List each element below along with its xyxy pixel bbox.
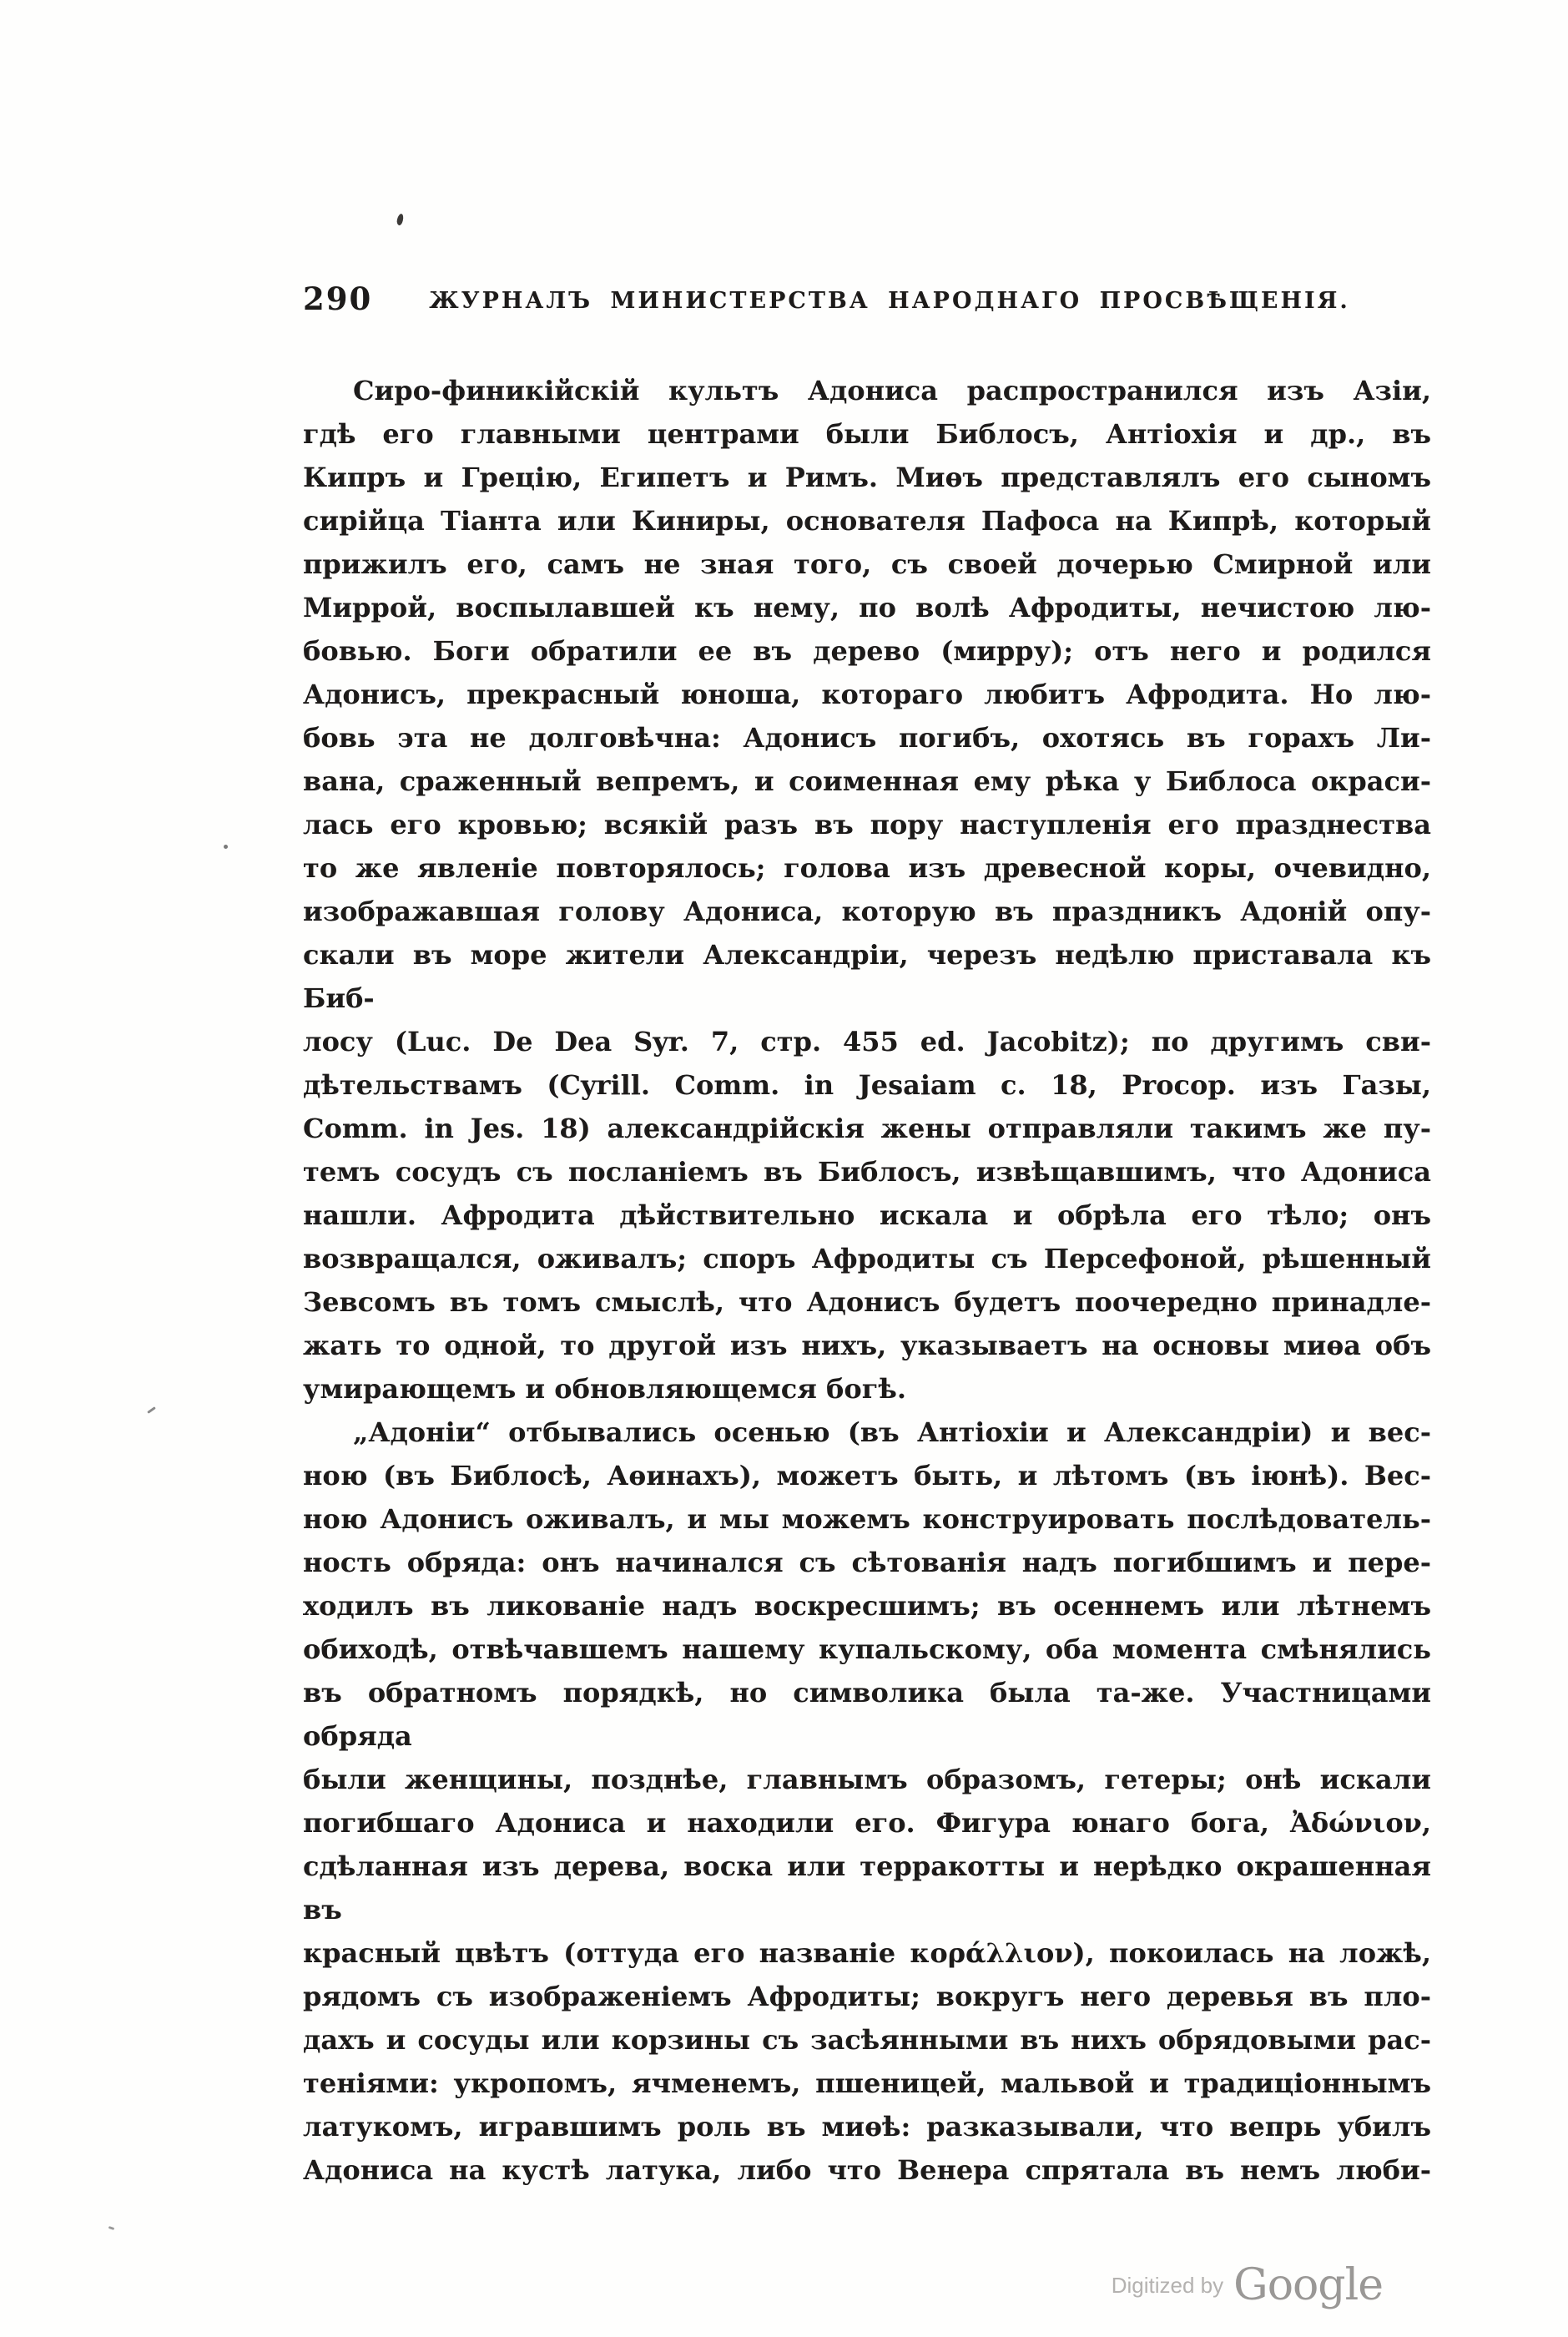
- text-line: ность обряда: онъ начинался съ сѣтованія надъ погибшимъ и пере-: [303, 1547, 1431, 1578]
- page-content: [303, 280, 1431, 2192]
- text-line: гдѣ его главными центрами были Библосъ, Антіохія и др., въ: [303, 418, 1431, 450]
- text-line: то же явленіе повторялось; голова изъ древесной коры, очевидно,: [303, 852, 1431, 884]
- journal-title: ЖУРНАЛЪ МИНИСТЕРСТВА НАРОДНАГО ПРОСВѢЩЕНІЯ.: [429, 288, 1350, 314]
- text-line: дѣтельствамъ (Cyrill. Comm. in Jesaiam c. 18, Procop. изъ Газы,: [303, 1069, 1431, 1101]
- text-line: обиходѣ, отвѣчавшемъ нашему купальскому, оба момента смѣнялись: [303, 1633, 1431, 1665]
- text-line: сирійца Тіанта или Киниры, основателя Пафоса на Кипрѣ, который: [303, 505, 1431, 537]
- google-logo: Google: [1233, 2260, 1383, 2310]
- text-line: Кипръ и Грецію, Египетъ и Римъ. Миѳъ представлялъ его сыномъ: [303, 462, 1431, 493]
- text-line: бовью. Боги обратили ее въ дерево (мирру); отъ него и родился: [303, 635, 1431, 667]
- text-line: умирающемъ и обновляющемся богѣ.: [303, 1373, 906, 1405]
- text-line: сдѣланная изъ дерева, воска или терракотты и нерѣдко окрашенная въ: [303, 1850, 1431, 1926]
- text-line: Адониса на кустѣ латука, либо что Венера спрятала въ немъ люби-: [303, 2154, 1431, 2186]
- page-number: 290: [303, 280, 373, 317]
- text-line: лосу (Luc. De Dea Syr. 7, стр. 455 ed. Jacobitz); по другимъ сви-: [303, 1026, 1431, 1057]
- text-line: дахъ и сосуды или корзины съ засѣянными въ нихъ обрядовыми рас-: [303, 2024, 1431, 2056]
- scan-speck: [224, 845, 228, 849]
- text-line: Сиро-финикійскій культъ Адониса распространился изъ Азіи,: [353, 375, 1431, 406]
- text-line: вана, сраженный вепремъ, и соименная ему рѣка у Библоса окраси-: [303, 765, 1431, 797]
- text-line: были женщины, позднѣе, главнымъ образомъ, гетеры; онѣ искали: [303, 1764, 1431, 1795]
- text-line: ною Адонисъ оживалъ, и мы можемъ конструировать послѣдователь-: [303, 1503, 1431, 1535]
- text-line: теніями: укропомъ, ячменемъ, пшеницей, мальвой и традиціоннымъ: [303, 2067, 1431, 2099]
- text-line: Адонисъ, прекрасный юноша, котораго любитъ Афродита. Но лю-: [303, 679, 1431, 710]
- text-line: погибшаго Адониса и находили его. Фигура юнаго бога, Ἀδώνιον,: [303, 1807, 1431, 1839]
- scan-speck: [147, 1406, 156, 1414]
- paragraph: [303, 1411, 1431, 2192]
- text-line: Comm. in Jes. 18) александрійскія жены отправляли такимъ же пу-: [303, 1113, 1431, 1144]
- page-body: [303, 369, 1431, 2192]
- text-line: нашли. Афродита дѣйствительно искала и обрѣла его тѣло; онъ: [303, 1199, 1431, 1231]
- text-line: скали въ море жители Александріи, черезъ недѣлю приставала къ Биб-: [303, 939, 1431, 1014]
- text-line: лась его кровью; всякій разъ въ пору наступленія его празднества: [303, 809, 1431, 840]
- text-line: бовь эта не долговѣчна: Адонисъ погибъ, охотясь въ горахъ Ли-: [303, 722, 1431, 754]
- text-line: ходилъ въ ликованіе надъ воскресшимъ; въ осеннемъ или лѣтнемъ: [303, 1590, 1431, 1622]
- scan-speck: [396, 213, 404, 225]
- text-line: возвращался, оживалъ; споръ Афродиты съ Персефоной, рѣшенный: [303, 1243, 1431, 1274]
- text-line: Миррой, воспылавшей къ нему, по волѣ Афродиты, нечистою лю-: [303, 592, 1431, 623]
- text-line: „Адоніи“ отбывались осенью (въ Антіохіи и Александріи) и вес-: [353, 1416, 1431, 1448]
- scan-speck: [108, 2226, 115, 2230]
- text-line: рядомъ съ изображеніемъ Афродиты; вокругъ него деревья въ пло-: [303, 1981, 1431, 2012]
- text-line: ною (въ Библосѣ, Аѳинахъ), можетъ быть, и лѣтомъ (въ іюнѣ). Вес-: [303, 1460, 1431, 1492]
- text-line: Зевсомъ въ томъ смыслѣ, что Адонисъ будетъ поочередно принадле-: [303, 1286, 1431, 1318]
- text-line: прижилъ его, самъ не зная того, съ своей дочерью Смирной или: [303, 548, 1431, 580]
- text-line: изображавшая голову Адониса, которую въ праздникъ Адоній опу-: [303, 896, 1431, 927]
- digitized-footer: [1111, 2260, 1383, 2310]
- text-line: красный цвѣтъ (оттуда его названіе κοράλλιον), покоилась на ложѣ,: [303, 1937, 1431, 1969]
- paragraph: [303, 369, 1431, 1411]
- digitized-by-label: Digitized by: [1111, 2272, 1224, 2298]
- text-line: въ обратномъ порядкѣ, но символика была та-же. Участницами обряда: [303, 1677, 1431, 1752]
- text-line: темъ сосудъ съ посланіемъ въ Библосъ, извѣщавшимъ, что Адониса: [303, 1156, 1431, 1188]
- text-line: жать то одной, то другой изъ нихъ, указываетъ на основы миѳа объ: [303, 1330, 1431, 1361]
- text-line: латукомъ, игравшимъ роль въ миѳѣ: разказывали, что вепрь убилъ: [303, 2111, 1431, 2143]
- page-header: [303, 280, 1431, 322]
